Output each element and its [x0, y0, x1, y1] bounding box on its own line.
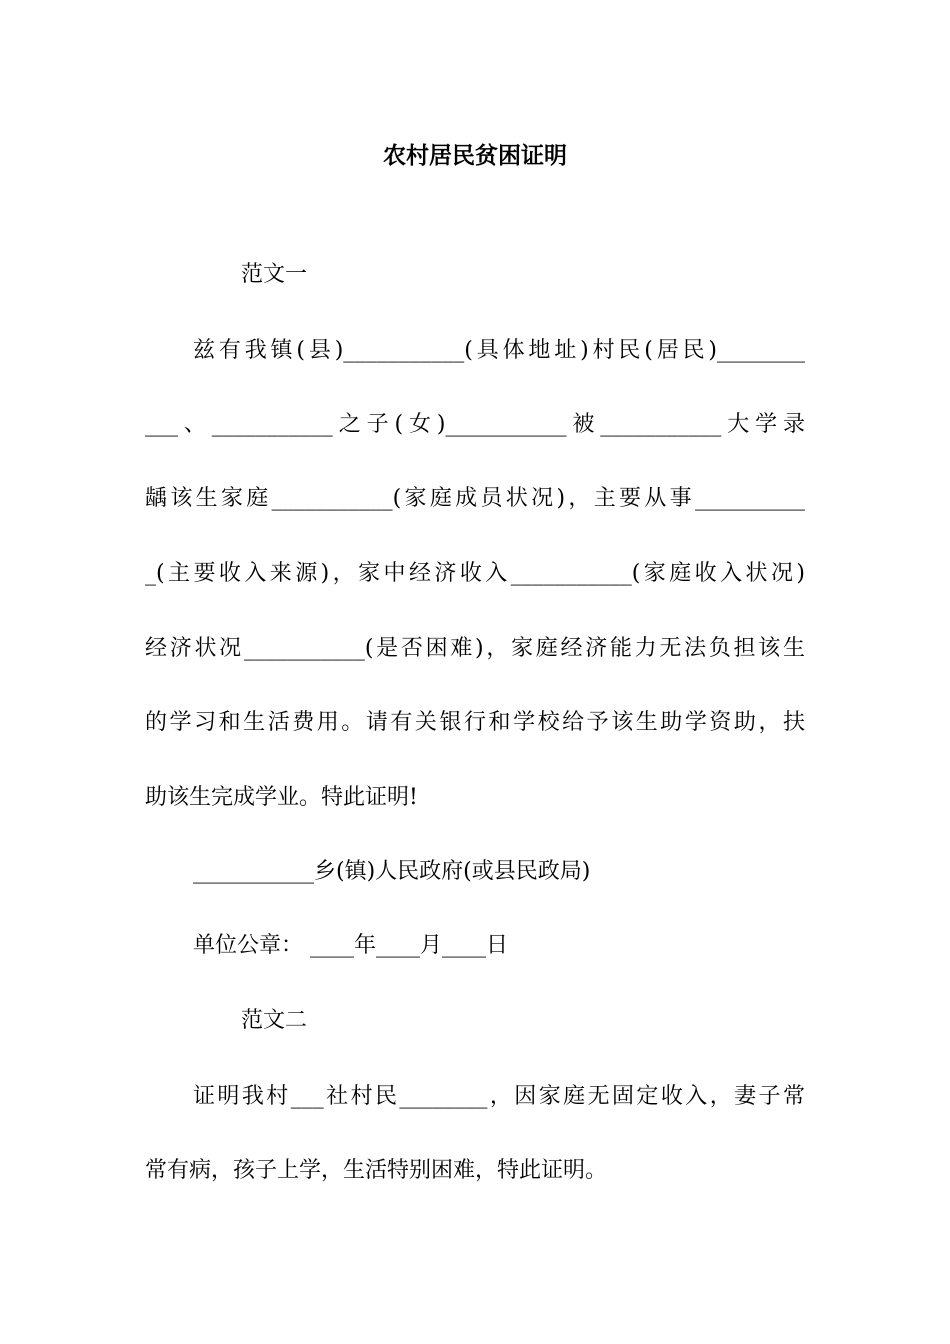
paragraph-line: ___、___________之子(女)___________被___________大学录 — [145, 412, 805, 437]
paragraph-line: 经济状况___________(是否困难)，家庭经济能力无法负担该生 — [145, 636, 805, 661]
paragraph-line: 龋该生家庭___________(家庭成员状况)，主要从事__________ — [145, 486, 805, 511]
paragraph-line: 证明我村___社村民________，因家庭无固定收入，妻子常 — [193, 1084, 805, 1109]
section-heading-sample-1: 范文一 — [241, 262, 308, 287]
paragraph-line: 兹有我镇(县)___________(具体地址)村民(居民)________ — [193, 338, 805, 363]
seal-date-line: 单位公章： ____年____月____日 — [193, 933, 508, 958]
signature-line: ___________乡(镇)人民政府(或县民政局) — [193, 859, 591, 884]
paragraph-line: _(主要收入来源)，家中经济收入___________(家庭收入状况) — [145, 561, 805, 586]
document-title: 农村居民贫困证明 — [383, 143, 567, 169]
paragraph-line: 的学习和生活费用。请有关银行和学校给予该生助学资助，扶 — [145, 710, 805, 735]
section-heading-sample-2: 范文二 — [241, 1008, 308, 1033]
paragraph-line: 助该生完成学业。特此证明! — [145, 785, 418, 810]
paragraph-line: 常有病，孩子上学，生活特别困难，特此证明。 — [145, 1158, 608, 1183]
